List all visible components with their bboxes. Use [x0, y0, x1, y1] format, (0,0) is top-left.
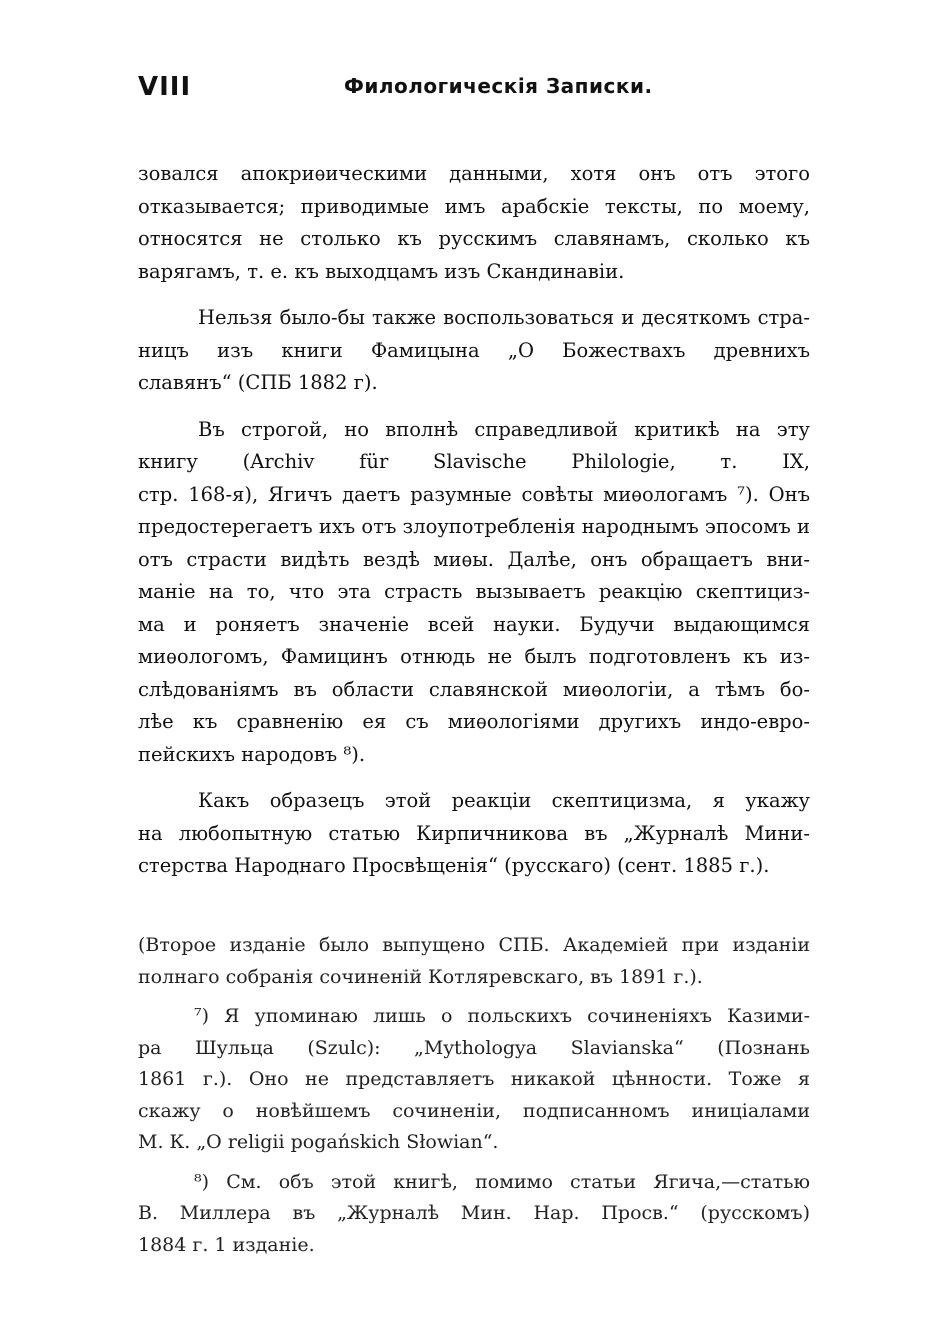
text-line: предостерегаетъ ихъ отъ злоупотребленія народнымъ эпосомъ и	[138, 515, 810, 538]
text-line: отъ страсти видѣть вездѣ миѳы. Далѣе, онъ обращаетъ вни-	[138, 547, 810, 571]
text-line: Какъ образецъ этой реакціи скептицизма, я укажу	[198, 789, 810, 812]
paragraph	[138, 785, 810, 883]
text-line: относятся не столько къ русскимъ славянамъ, сколько къ	[138, 227, 810, 250]
footnote-continuation	[138, 930, 810, 993]
page-number: VIII	[138, 72, 192, 102]
text-line: маніе на то, что эта страсть вызываетъ реакцію скептициз-	[138, 580, 810, 603]
text-line: книгу (Archiv für Slavische Philologie, т. IX,	[138, 450, 810, 473]
footnotes	[138, 930, 810, 1269]
text-line: слѣдованіямъ въ области славянской миѳологіи, а тѣмъ бо-	[138, 677, 810, 701]
text-line: Въ строгой, но вполнѣ справедливой критикѣ на эту	[198, 417, 810, 441]
footnote-line: (Второе изданіе было выпущено СПБ. Академіей при изданіи	[138, 934, 810, 956]
text-line: славянъ“ (СПБ 1882 г).	[138, 371, 378, 394]
paragraph	[138, 158, 810, 288]
footnote-7	[138, 1001, 810, 1159]
footnote-8	[138, 1167, 810, 1262]
footnote-line: ра Шульца (Szulc): „Mythologya Slavianska“ (Познань	[138, 1036, 810, 1059]
footnote-line: М. К. „O religii pogańskich Słowian“.	[138, 1131, 499, 1153]
footnote-line: 1884 г. 1 изданіе.	[138, 1233, 315, 1256]
footnote-line: ⁸) См. объ этой книгѣ, помимо статьи Ягича,—статью	[194, 1170, 810, 1193]
text-line: на любопытную статью Кирпичникова въ „Журналѣ Мини-	[138, 821, 810, 845]
text-line: варягамъ, т. е. къ выходцамъ изъ Скандинавіи.	[138, 259, 625, 283]
text-line: стерства Народнаго Просвѣщенія“ (русскаго) (сент. 1885 г.).	[138, 854, 770, 877]
text-line: лѣе къ сравненію ея съ миѳологіями другихъ индо-евро-	[138, 710, 810, 733]
footnote-line: 1861 г.). Оно не представляетъ никакой цѣнности. Тоже я	[138, 1068, 810, 1090]
text-line: миѳологомъ, Фамицинъ отнюдь не былъ подготовленъ къ из-	[138, 645, 810, 668]
footnote-line: скажу о новѣйшемъ сочиненіи, подписанномъ иниціалами	[138, 1099, 810, 1122]
text-line: ницъ изъ книги Фамицына „О Божествахъ древнихъ	[138, 338, 810, 362]
footnote-line: В. Миллера въ „Журналѣ Мин. Нар. Просв.“ (русскомъ)	[138, 1202, 810, 1224]
paragraph	[138, 302, 810, 400]
text-line: пейскихъ народовъ ⁸).	[138, 742, 366, 766]
running-title: Филологическія Записки.	[344, 74, 653, 98]
footnote-line: полнаго собранія сочиненій Котляревскаго, въ 1891 г.).	[138, 965, 703, 988]
main-text	[138, 158, 810, 883]
page-header	[138, 72, 818, 112]
footnote-line: ⁷) Я упоминаю лишь о польскихъ сочиненіяхъ Казими-	[194, 1005, 810, 1027]
text-line: Нельзя было-бы также воспользоваться и десяткомъ стра-	[198, 306, 810, 329]
paragraph	[138, 414, 810, 772]
text-line: зовался апокриѳическими данными, хотя онъ отъ этого	[138, 162, 810, 185]
text-line: ма и роняетъ значеніе всей науки. Будучи выдающимся	[138, 612, 810, 636]
text-line: отказывается; приводимые имъ арабскіе тексты, по моему,	[138, 194, 810, 218]
text-line: стр. 168-я), Ягичъ даетъ разумные совѣты миѳологамъ ⁷). Онъ	[138, 482, 810, 506]
